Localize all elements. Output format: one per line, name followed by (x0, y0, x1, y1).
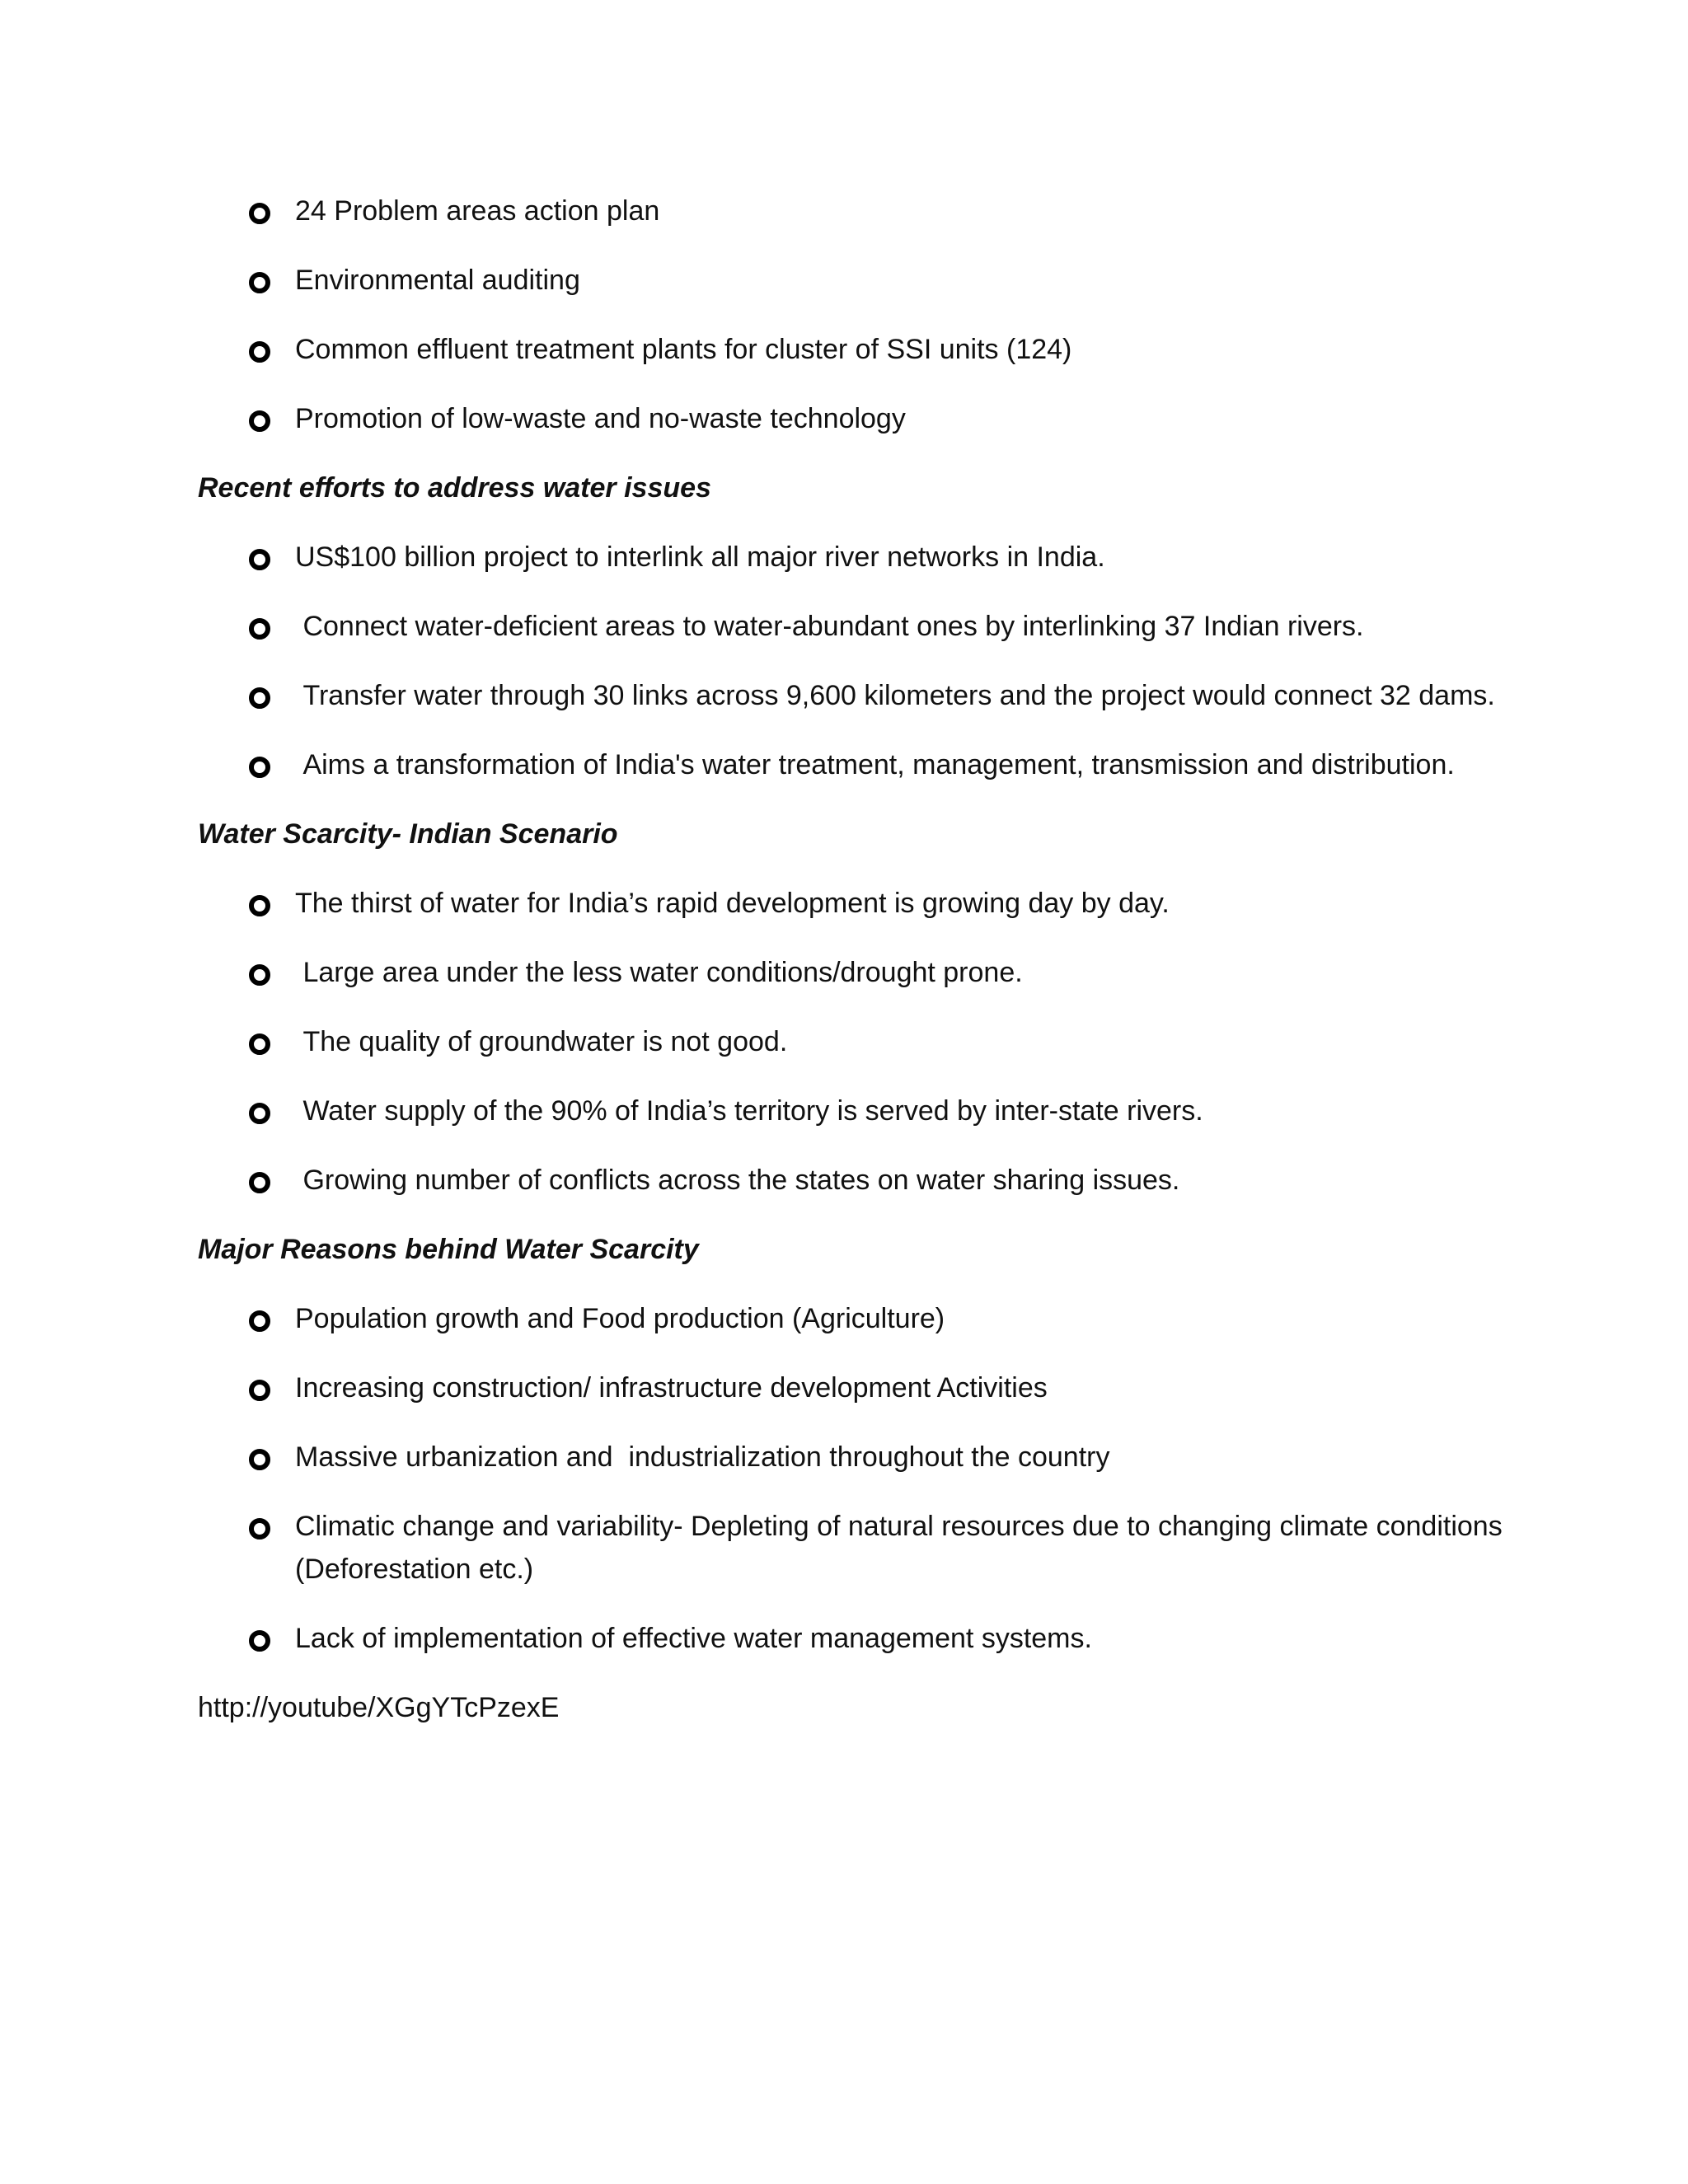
list-item-text: Environmental auditing (295, 265, 580, 296)
circle-bullet-icon (249, 687, 270, 709)
circle-bullet-icon (249, 618, 270, 640)
circle-bullet-icon (249, 410, 270, 432)
list-item (198, 882, 1517, 925)
circle-bullet-icon (249, 272, 270, 293)
list-item-text: Transfer water through 30 links across 9,600 kilometers and the project would connect 32 dams. (295, 680, 1495, 711)
list-item (198, 1617, 1517, 1660)
list-item-text: Water supply of the 90% of India’s territory is served by inter-state rivers. (295, 1095, 1203, 1127)
circle-bullet-icon (249, 1310, 270, 1332)
list-item-text: The thirst of water for India’s rapid development is growing day by day. (295, 888, 1170, 919)
list-item (198, 1159, 1517, 1202)
circle-bullet-icon (249, 1630, 270, 1652)
list-item-text: Large area under the less water conditions/drought prone. (295, 957, 1023, 988)
intro-list (198, 190, 1517, 440)
list-item-text: Massive urbanization and industrialization throughout the country (295, 1441, 1110, 1473)
circle-bullet-icon (249, 341, 270, 363)
circle-bullet-icon (249, 1103, 270, 1124)
list-item (198, 259, 1517, 302)
list-item (198, 190, 1517, 232)
list-item-text: Lack of implementation of effective water management systems. (295, 1623, 1092, 1654)
list-item-text: Promotion of low-waste and no-waste technology (295, 403, 906, 434)
indian-scenario-list (198, 882, 1517, 1202)
circle-bullet-icon (249, 203, 270, 224)
list-item (198, 951, 1517, 994)
list-item (198, 1297, 1517, 1340)
circle-bullet-icon (249, 1172, 270, 1193)
circle-bullet-icon (249, 1380, 270, 1401)
circle-bullet-icon (249, 1449, 270, 1470)
list-item (198, 1436, 1517, 1479)
circle-bullet-icon (249, 1518, 270, 1540)
list-item (198, 536, 1517, 579)
section-heading-indian-scenario: Water Scarcity- Indian Scenario (198, 818, 618, 850)
list-item-text: Common effluent treatment plants for cluster of SSI units (124) (295, 334, 1072, 365)
circle-bullet-icon (249, 549, 270, 570)
recent-efforts-list (198, 536, 1517, 786)
list-item-text: Growing number of conflicts across the states on water sharing issues. (295, 1165, 1180, 1196)
list-item-text: Connect water-deficient areas to water-abundant ones by interlinking 37 Indian rivers. (295, 611, 1364, 642)
document-body (198, 190, 1517, 1729)
circle-bullet-icon (249, 757, 270, 778)
list-item-text: Population growth and Food production (Agriculture) (295, 1303, 945, 1334)
section-heading-recent-efforts: Recent efforts to address water issues (198, 472, 711, 504)
list-item (198, 605, 1517, 648)
list-item (198, 674, 1517, 717)
video-link[interactable]: http://youtube/XGgYTcPzexE (198, 1692, 560, 1723)
list-item (198, 1505, 1517, 1591)
list-item-text: US$100 billion project to interlink all major river networks in India. (295, 541, 1105, 573)
list-item-text: Increasing construction/ infrastructure development Activities (295, 1372, 1048, 1404)
major-reasons-list (198, 1297, 1517, 1660)
list-item-text: 24 Problem areas action plan (295, 195, 660, 227)
list-item-text: Climatic change and variability- Depleting of natural resources due to changing climate conditions (Deforestation etc.) (295, 1511, 1511, 1585)
circle-bullet-icon (249, 895, 270, 916)
list-item (198, 1366, 1517, 1409)
list-item (198, 1090, 1517, 1132)
list-item-text: The quality of groundwater is not good. (295, 1026, 788, 1057)
circle-bullet-icon (249, 964, 270, 986)
section-heading-major-reasons: Major Reasons behind Water Scarcity (198, 1234, 699, 1265)
list-item (198, 1020, 1517, 1063)
list-item (198, 743, 1517, 786)
list-item (198, 397, 1517, 440)
list-item (198, 328, 1517, 371)
list-item-text: Aims a transformation of India's water treatment, management, transmission and distribution. (295, 749, 1455, 780)
circle-bullet-icon (249, 1033, 270, 1055)
